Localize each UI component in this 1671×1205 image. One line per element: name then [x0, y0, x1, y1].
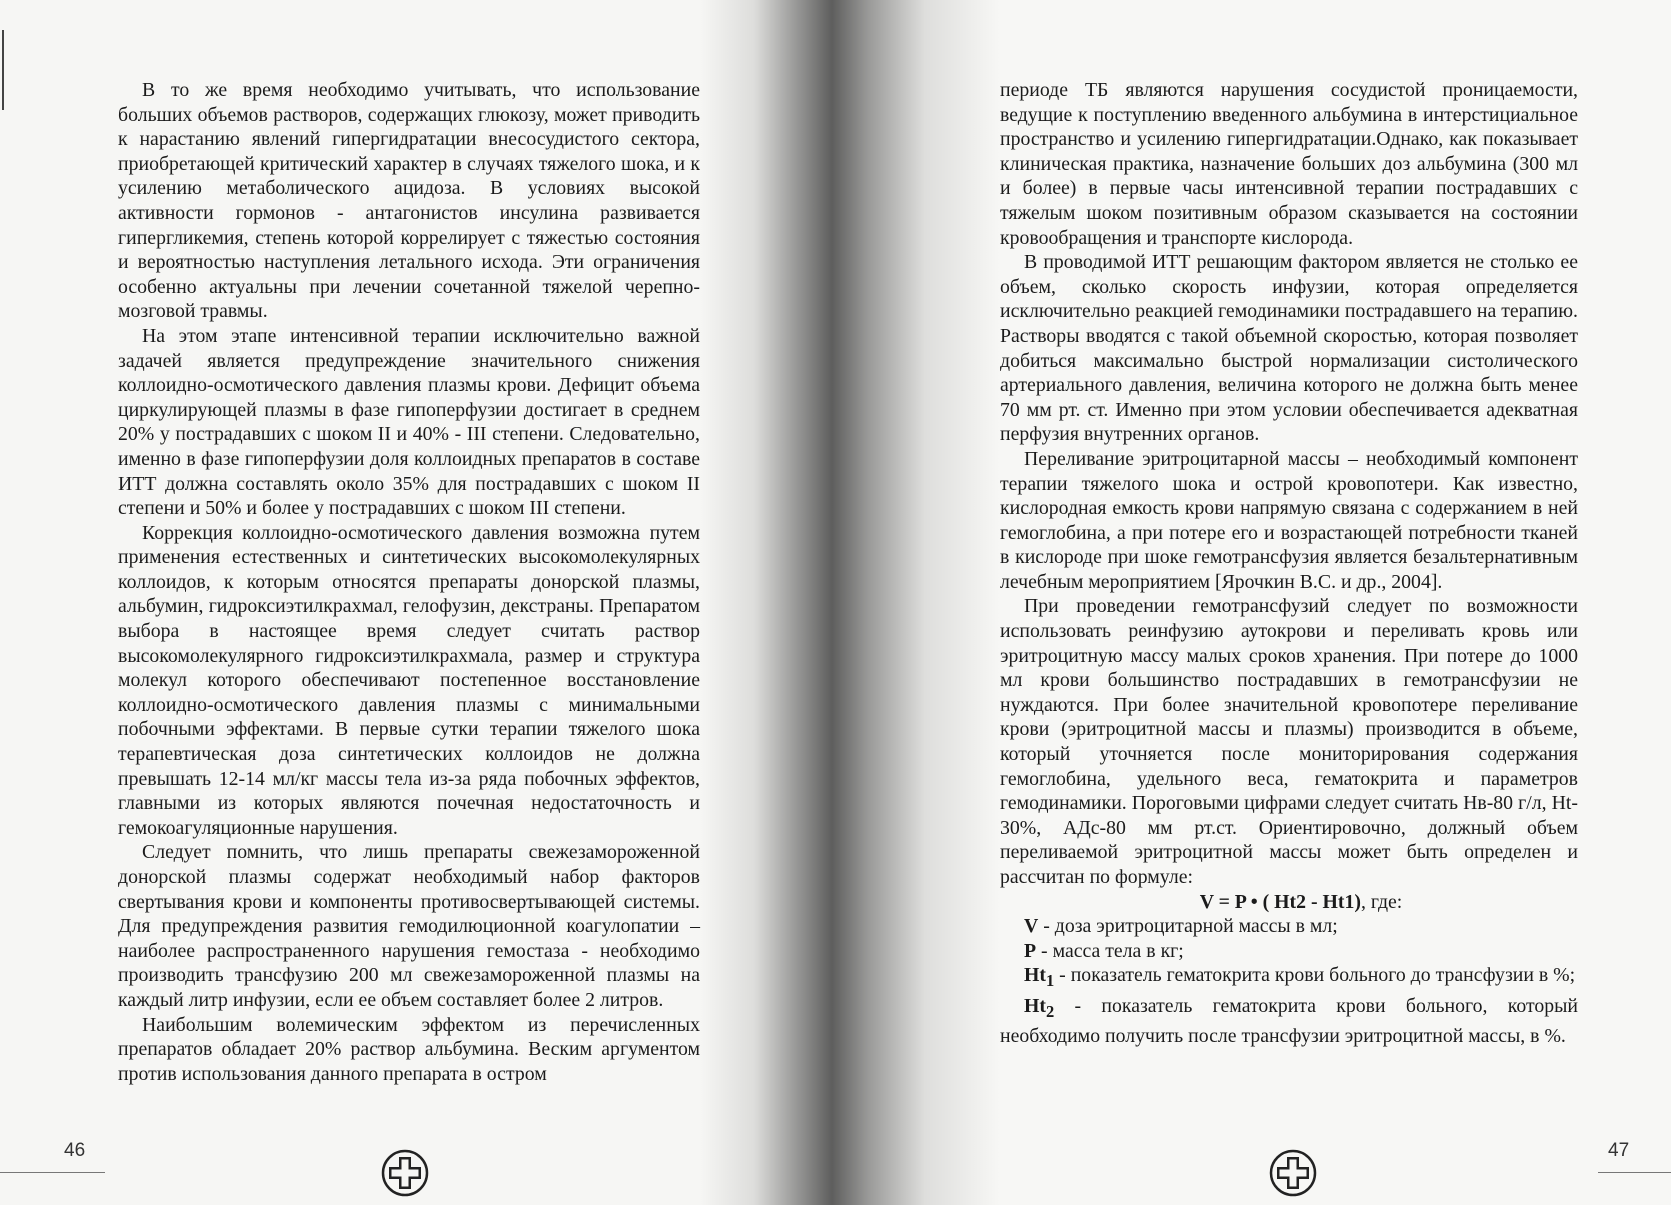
formula-definition: [1000, 963, 1578, 994]
paragraph: Коррекция коллоидно-осмотического давления возможна путем применения естественных и синтетических высокомолекулярных коллоидов, к которым относятся препараты донорской плазмы, альбумин, гидроксиэтилкрахмал, гелофузин, декстраны. Препаратом выбора в настоящее время следует считать раствор высокомолекулярного гидроксиэтилкрахмала, размер и структура молекул которого обеспечивают постепенное восстановление коллоидно-осмотического давления плазмы с минимальными побочными эффектами. В первые сутки терапии тяжелого шока терапевтическая доза синтетических коллоидов не должна превышать 12-14 мл/кг массы тела из-за ряда побочных эффектов, главными из которых являются почечная недостаточность и гемокоагуляционные нарушения.: [118, 521, 700, 839]
formula-definition: [1000, 939, 1578, 964]
paragraph: Следует помнить, что лишь препараты свежезамороженной донорской плазмы содержат необходимый набор факторов свертывания крови и компоненты противосвертывающей системы. Для предупреждения развития гемодилюционной коагулопатии – наиболее распространенного нарушения гемостаза - необходимо производить трансфузию 200 мл свежезамороженной плазмы на каждый литр инфузии, если ее объем составляет более 2 литров.: [118, 841, 700, 1011]
formula-definition: [1000, 994, 1578, 1049]
formula-tail: , где:: [1360, 890, 1403, 913]
definition-text: - масса тела в кг;: [1036, 939, 1184, 962]
left-text-column: [118, 78, 700, 1086]
definition-text: - доза эритроцитарной массы в мл;: [1038, 915, 1338, 938]
formula-definition: [1000, 914, 1578, 939]
definition-subscript: 2: [1045, 1001, 1055, 1021]
left-page: [0, 0, 800, 1205]
footer-rule: [0, 1172, 105, 1173]
definition-term: Ht: [1024, 994, 1046, 1017]
definition-term: Ht: [1024, 964, 1046, 987]
page-number: 47: [1608, 1140, 1630, 1161]
medical-cross-emblem-icon: [1268, 1148, 1318, 1198]
definition-term: V: [1024, 915, 1039, 938]
definition-term: P: [1024, 939, 1037, 962]
right-text-column: [1000, 78, 1578, 1049]
transfusion-formula: [1000, 890, 1578, 915]
definition-text: - показатель гематокрита крови больного до трансфузии в %;: [1054, 964, 1576, 987]
definition-subscript: 1: [1045, 971, 1055, 991]
paragraph: В проводимой ИТТ решающим фактором является не столько ее объем, сколько скорость инфузии, которая определяется исключительно реакцией гемодинамики пострадавшего на терапию. Растворы вводятся с такой объемной скоростью, которая позволяет добиться максимально быстрой нормализации систолического артериального давления, величина которого не должна быть менее 70 мм рт. ст. Именно при этом условии обеспечивается адекватная перфузия внутренних органов.: [1000, 251, 1578, 446]
paragraph: периоде ТБ являются нарушения сосудистой проницаемости, ведущие к поступлению введенного альбумина в интерстициальное пространство и усилению гипергидратации.Однако, как показывает клиническая практика, назначение больших доз альбумина (300 мл и более) в первые часы интенсивной терапии пострадавших с тяжелым шоком позитивным образом сказывается на состоянии кровообращения и транспорте кислорода.: [1000, 79, 1578, 249]
paragraph: В то же время необходимо учитывать, что использование больших объемов растворов, содержащих глюкозу, может приводить к нарастанию явлений гипергидратации внесосудистого сектора, приобретающей критический характер в случаях тяжелого шока, и к усилению метаболического ацидоза. В условиях высокой активности гормонов - антагонистов инсулина развивается гипергликемия, степень которой коррелирует с тяжестью состояния и вероятностью наступления летального исхода. Эти ограничения особенно актуальны при лечении сочетанной тяжелой черепно-мозговой травмы.: [118, 79, 700, 323]
paragraph: Наибольшим волемическим эффектом из перечисленных препаратов обладает 20% раствор альбумина. Веским аргументом против использования данного препарата в остром: [118, 1013, 700, 1085]
paragraph: При проведении гемотрансфузий следует по возможности использовать реинфузию аутокрови и переливать кровь или эритроцитную массу малых сроков хранения. При потере до 1000 мл крови большинство пострадавших в гемотрансфузии не нуждаются. При более значительной кровопотере переливание крови (эритроцитной массы и плазмы) производится в объеме, который уточняется после мониторирования содержания гемоглобина, удельного веса, гематокрита и параметров гемодинамики. Пороговыми цифрами следует считать Нв-80 г/л, Ht-30%, АДс-80 мм рт.ст. Ориентировочно, должный объем переливаемой эритроцитной массы может быть определен и рассчитан по формуле:: [1000, 595, 1578, 888]
formula-expression: V = P • ( Ht2 - Ht1): [1199, 890, 1361, 913]
footer-rule: [1598, 1172, 1671, 1173]
page-edge-mark: [2, 30, 4, 110]
definition-text: - показатель гематокрита крови больного, который необходимо получить после трансфузии эритроцитной массы, в %.: [1000, 994, 1578, 1048]
paragraph: Переливание эритроцитарной массы – необходимый компонент терапии тяжелого шока и острой кровопотери. Как известно, кислородная емкость крови напрямую связана с содержанием в ней гемоглобина, а при потере его и возрастающей потребности тканей в кислороде при шоке гемотрансфузия является безальтернативным лечебным мероприятием [Ярочкин В.С. и др., 2004].: [1000, 447, 1578, 593]
paragraph: На этом этапе интенсивной терапии исключительно важной задачей является предупреждение значительного снижения коллоидно-осмотического давления плазмы крови. Дефицит объема циркулирующей плазмы в фазе гипоперфузии достигает в среднем 20% у пострадавших с шоком II и 40% - III степени. Следовательно, именно в фазе гипоперфузии доля коллоидных препаратов в составе ИТТ должна составлять около 35% для пострадавших с шоком II степени и 50% и более у пострадавших с шоком III степени.: [118, 324, 700, 520]
page-number: 46: [64, 1140, 86, 1161]
medical-cross-emblem-icon: [380, 1148, 430, 1198]
